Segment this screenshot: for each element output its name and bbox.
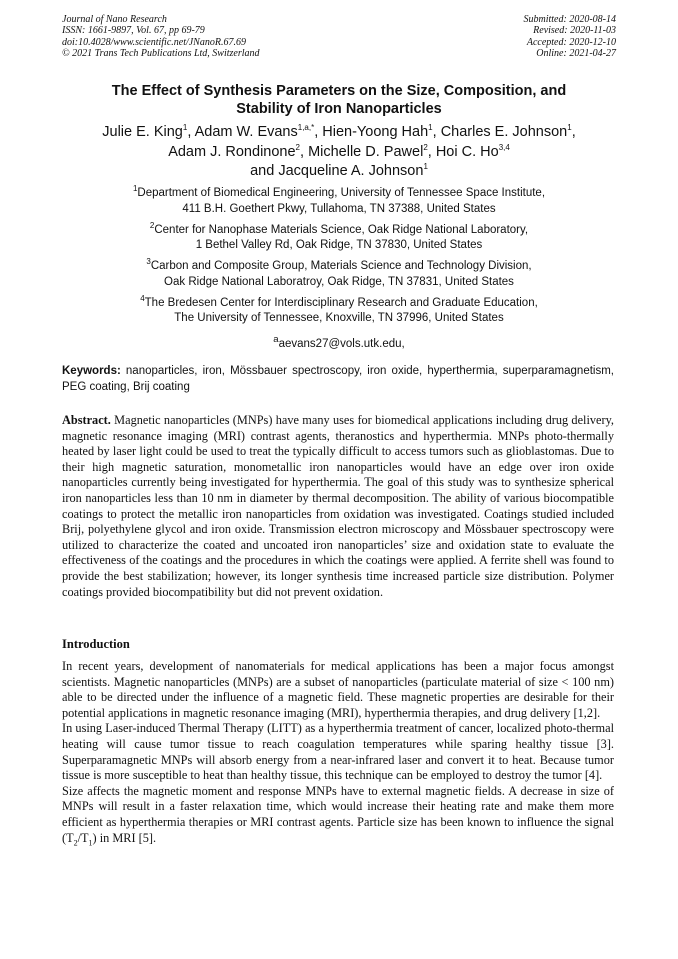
affiliation-address: Oak Ridge National Laboratroy, Oak Ridge, TN 37831, United States [164,275,514,288]
author-name: Charles E. Johnson [440,124,568,140]
affiliation-3 [62,259,616,290]
affiliation-address: The University of Tennessee, Knoxville, TN 37996, United States [174,312,504,324]
title-line-2: Stability of Iron Nanoparticles [236,101,442,117]
affiliation-address: 411 B.H. Goethert Pkwy, Tullahoma, TN 37388, United States [182,202,496,215]
author-line-3 [62,162,616,182]
author-separator: , [571,124,576,140]
introduction-body [62,659,614,851]
intro-p3-subscript: 2 [73,837,78,847]
affiliation-mark: 1 [132,184,138,194]
abstract [62,413,614,600]
author-affiliation-mark: 1 [182,123,188,133]
abstract-label: Abstract. [62,413,111,427]
affiliation-address: 1 Bethel Valley Rd, Oak Ridge, TN 37830, United States [195,239,483,251]
keywords-text: nanoparticles, iron, Mössbauer spectroscopy, iron oxide, hyperthermia, superparamagnetism, PEG coating, Brij coating [62,365,614,393]
author-affiliation-mark: 1 [428,123,433,133]
intro-p3-text: /T [77,830,89,845]
journal-header [62,14,616,66]
title-line-1: The Effect of Synthesis Parameters on the Size, Composition, and [111,83,567,99]
intro-p3-text: ) in MRI [5]. [92,830,157,845]
author-separator: , [187,124,195,140]
journal-doi: doi:10.4028/www.scientific.net/JNanoR.67.69 [62,36,246,48]
introduction-heading: Introduction [62,637,130,651]
date-revised: Revised: 2020-11-03 [533,25,616,37]
email-address[interactable]: aevans27@vols.utk.edu, [278,337,405,350]
affiliation-mark: 3 [146,257,151,267]
intro-p3-subscript: 1 [88,837,93,847]
author-name: Michelle D. Pawel [308,143,424,160]
author-affiliation-mark: 1,a,* [297,123,315,133]
author-affiliation-mark: 3,4 [498,142,510,152]
author-separator: , [427,143,436,160]
intro-paragraph-3 [62,784,614,851]
affiliation-mark: 4 [140,293,145,303]
affiliation-mark: 2 [149,220,155,230]
intro-paragraph-1: In recent years, development of nanomaterials for medical applications has been a major focus amongst scientists. Magnetic nanoparticles (MNPs) are a subset of nanoparticles (particulate material of size < 100 nm) able to be directed under the influence of a magnetic field. These magnetic properties are desirable for their potential applications in magnetic resonance imaging (MRI), hyperthermia therapies, and drug delivery [1,2]. [62,659,614,720]
journal-info [62,14,260,60]
abstract-text: Magnetic nanoparticles (MNPs) have many uses for biomedical applications including drug delivery, magnetic resonance imaging (MRI) contrast agents, theranostics and hyperthermia. MNPs photo-thermally heated by laser light could be used to treat the typically difficult to access tumors such as glioblastomas. Due to their high magnetic saturation, monometallic iron nanoparticles would have an edge over iron oxide nanoparticles currently being investigated for hyperthermia. The goal of this study was to synthesize spherical iron nanoparticles less than 10 nm in diameter by thermal decomposition. The ability of various biocompatible coatings to protect the metallic iron nanoparticles from oxidation was investigated. Coatings studied included Brij, polyethylene glycol and iron oxide. Transmission electron microscopy and Mössbauer spectroscopy were utilized to characterize the coated and uncoated iron nanoparticles’ size and oxidation state to evaluate the effectiveness of the coatings and the procedures in which the coatings were applied. A ferrite shell was found to provide the best stabilization; however, its longer synthesis time increased particle size distribution. Polymer coatings provided biocompatibility but did not prevent oxidation. [62,413,615,599]
date-accepted: Accepted: 2020-12-10 [526,36,616,48]
journal-copyright: © 2021 Trans Tech Publications Ltd, Switzerland [62,48,260,60]
author-line-1 [62,123,616,143]
email-mark: a [273,334,279,345]
keywords-label: Keywords: [62,365,121,377]
author-line-2 [62,143,616,163]
intro-paragraph-2: In using Laser-induced Thermal Therapy (LITT) as a hyperthermia treatment of cancer, localized photo-thermal heating will cause tumor tissue to reach coagulation temperatures while sparing healthy tissue [3]. Superparamagnetic MNPs will absorb energy from a near-infrared laser and convert it to heat. Because tumor tissue is more susceptible to heat than healthy tissue, this technique can be employed to destroy the tumor [4]. [62,721,614,783]
journal-issn: ISSN: 1661-9897, Vol. 67, pp 69-79 [62,25,205,37]
affiliation-1 [62,186,616,217]
author-name: Adam W. Evans [194,124,298,140]
affiliation-line: The Bredesen Center for Interdisciplinary Research and Graduate Education, [144,296,538,309]
author-list [62,123,616,182]
author-affiliation-mark: 2 [423,142,428,152]
affiliation-line: Carbon and Composite Group, Materials Science and Technology Division, [150,260,532,272]
affiliation-4 [62,293,616,327]
contact-email [62,332,616,352]
affiliation-line: Center for Nanophase Materials Science, Oak Ridge National Laboratory, [154,223,529,236]
author-name: Hoi C. Ho [435,143,499,160]
paper-title [62,82,616,118]
affiliation-line: Department of Biomedical Engineering, University of Tennessee Space Institute, [137,187,546,199]
date-submitted: Submitted: 2020-08-14 [523,14,616,25]
journal-name: Journal of Nano Research [62,14,167,25]
author-affiliation-mark: 2 [295,142,300,152]
affiliations [62,186,616,352]
author-name: Julie E. King [102,124,183,140]
author-separator: , [314,124,323,140]
author-name: Adam J. Rondinone [168,143,296,160]
author-separator: , [432,124,441,140]
intro-p3-text: Size affects the magnetic moment and response MNPs have to external magnetic fields. A decrease in size of MNPs will result in a faster relaxation time, which would increase their heating rate and make them more efficient as hyperthermia therapies or MRI contrast agents. Particle size has been known to influence the signal (T [62,783,614,845]
author-separator: , [300,143,309,160]
publication-dates [524,14,617,60]
author-affiliation-mark: 1 [423,162,428,172]
affiliation-2 [62,220,616,254]
author-name: Hien-Yoong Hah [322,124,429,140]
date-online: Online: 2021-04-27 [536,48,616,60]
author-affiliation-mark: 1 [567,123,572,133]
author-name: and Jacqueline A. Johnson [250,163,424,179]
keywords [62,364,614,395]
